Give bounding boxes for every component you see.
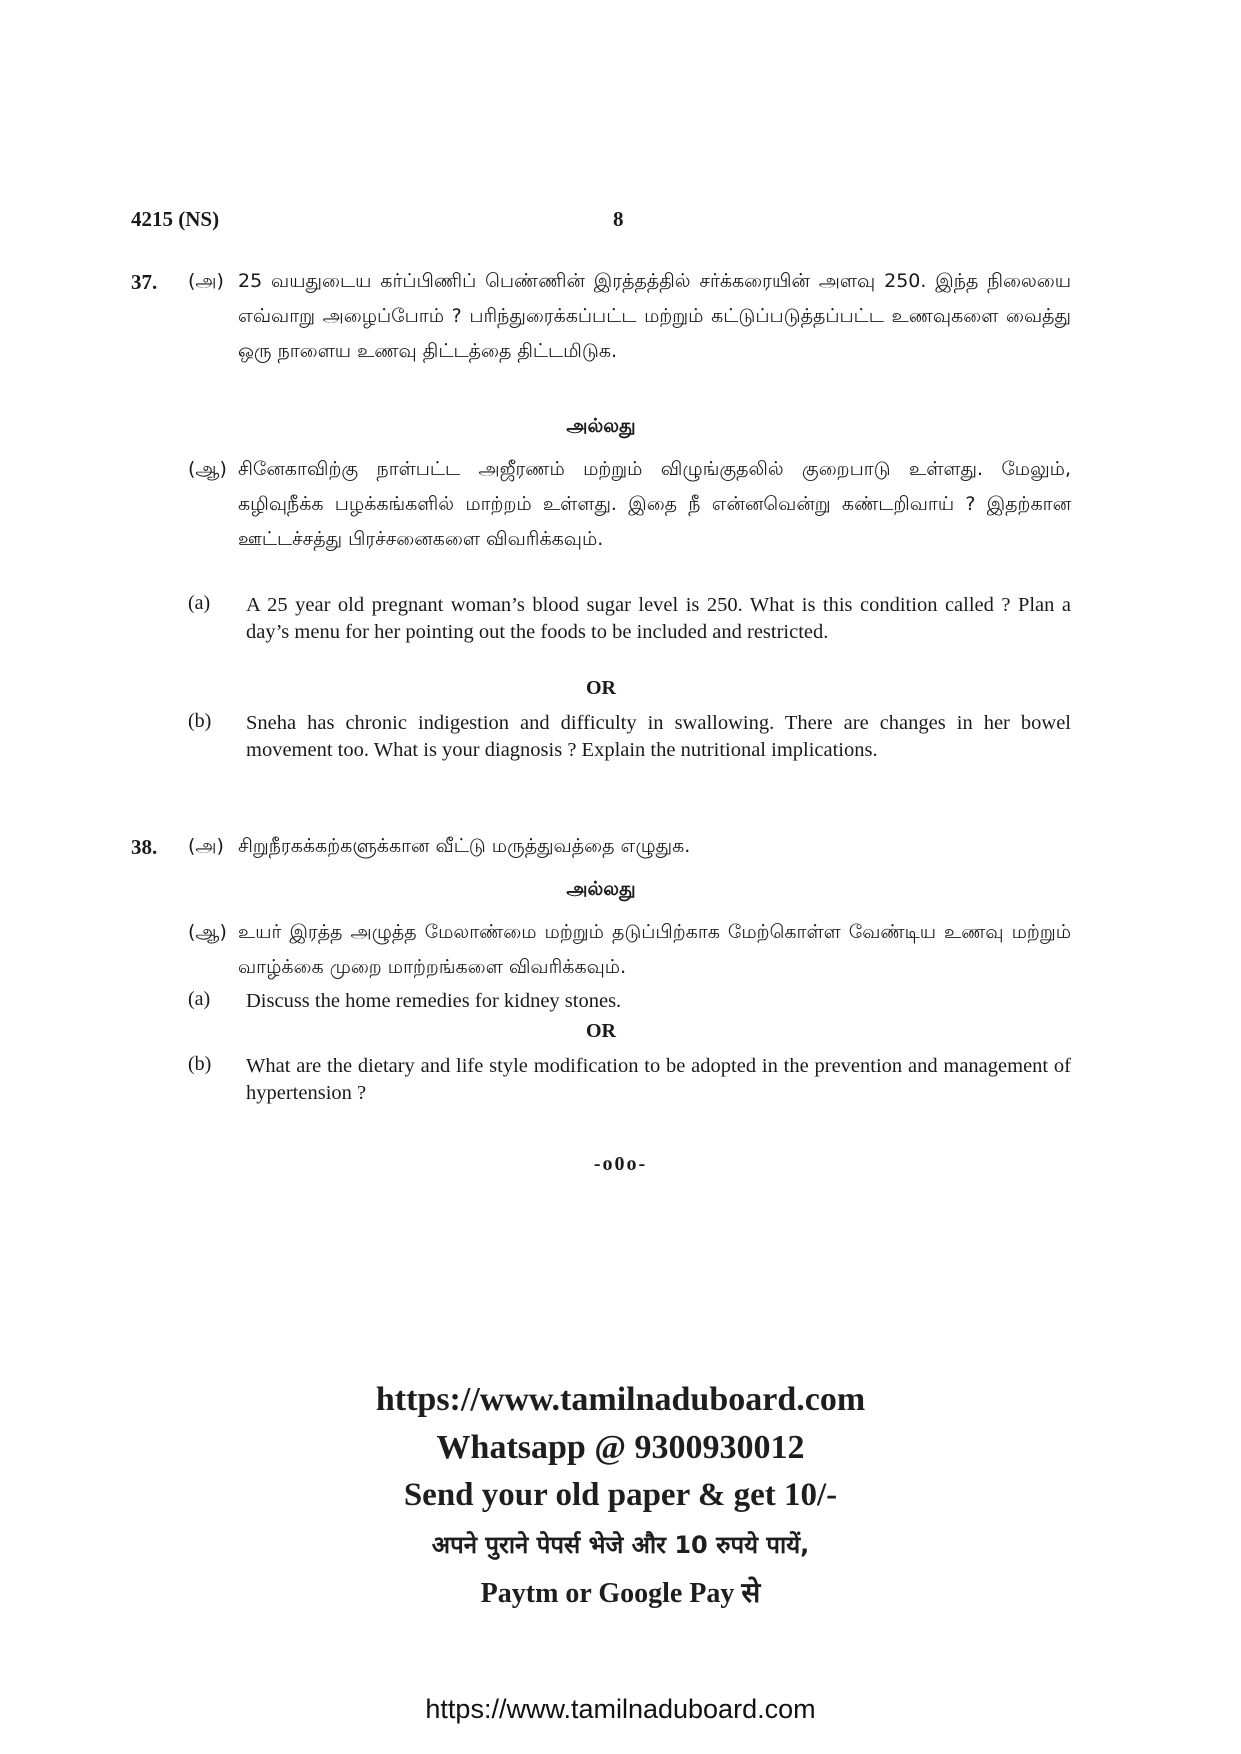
option-text: சிறுநீரகக்கற்களுக்கான வீட்டு மருத்துவத்தை எழுதுக. — [238, 835, 691, 857]
option-label: (b) — [188, 710, 212, 732]
promo-hindi: अपने पुराने पेपर्स भेजे और 10 रुपये पायें, — [431, 1531, 810, 1559]
or-divider: OR — [586, 677, 616, 699]
option-label: (ஆ) — [188, 921, 227, 943]
option-text: Sneha has chronic indigestion and difficulty in swallowing. There are changes in her bowel movement too. What is your diagnosis ? Explain the nutritional implications. — [246, 712, 1071, 761]
or-divider-tamil: அல்லது — [566, 878, 636, 900]
paper-code: 4215 (NS) — [131, 207, 220, 231]
option-text: உயர் இரத்த அழுத்த மேலாண்மை மற்றும் தடுப்பிற்காக மேற்கொள்ள வேண்டிய உணவு மற்றும் வாழ்க்கை முறை மாற்றங்களை விவரிக்கவும். — [238, 921, 1071, 978]
or-divider: OR — [586, 1020, 616, 1042]
option-text: Discuss the home remedies for kidney stones. — [246, 990, 622, 1012]
option-text: What are the dietary and life style modification to be adopted in the prevention and management of hypertension ? — [246, 1055, 1071, 1104]
footer-url[interactable]: https://www.tamilnaduboard.com — [425, 1694, 816, 1724]
option-label: (b) — [188, 1053, 212, 1075]
option-label: (ஆ) — [188, 458, 227, 480]
option-text: 25 வயதுடைய கர்ப்பிணிப் பெண்ணின் இரத்தத்தில் சர்க்கரையின் அளவு 250. இந்த நிலையை எவ்வாறு அழைப்போம் ? பரிந்துரைக்கப்பட்ட மற்றும் கட்டுப்படுத்தப்பட்ட உணவுகளை வைத்து ஒரு நாளைய உணவு திட்டத்தை திட்டமிடுக. — [238, 270, 1071, 362]
page-number: 8 — [613, 207, 624, 231]
option-label: (அ) — [188, 835, 224, 857]
promo-payment: Paytm or Google Pay से — [480, 1578, 761, 1609]
question-number: 38. — [131, 835, 158, 859]
promo-send-paper: Send your old paper & get 10/- — [403, 1477, 838, 1513]
option-label: (a) — [188, 592, 211, 614]
promo-url[interactable]: https://www.tamilnaduboard.com — [375, 1381, 866, 1418]
or-divider-tamil: அல்லது — [566, 415, 636, 437]
option-text: A 25 year old pregnant woman’s blood sugar level is 250. What is this condition called ? Plan a day’s menu for her pointing out the foods to be included and restricted. — [246, 594, 1071, 643]
end-mark: -o0o- — [593, 1153, 648, 1175]
promo-whatsapp: Whatsapp @ 9300930012 — [436, 1429, 805, 1466]
option-text: சினேகாவிற்கு நாள்பட்ட அஜீரணம் மற்றும் விழுங்குதலில் குறைபாடு உள்ளது. மேலும், கழிவுநீக்க பழக்கங்களில் மாற்றம் உள்ளது. இதை நீ என்னவென்று கண்டறிவாய் ? இதற்கான ஊட்டச்சத்து பிரச்சனைகளை விவரிக்கவும். — [238, 458, 1071, 550]
option-label: (அ) — [188, 270, 224, 292]
option-label: (a) — [188, 988, 211, 1010]
question-number: 37. — [131, 270, 158, 294]
